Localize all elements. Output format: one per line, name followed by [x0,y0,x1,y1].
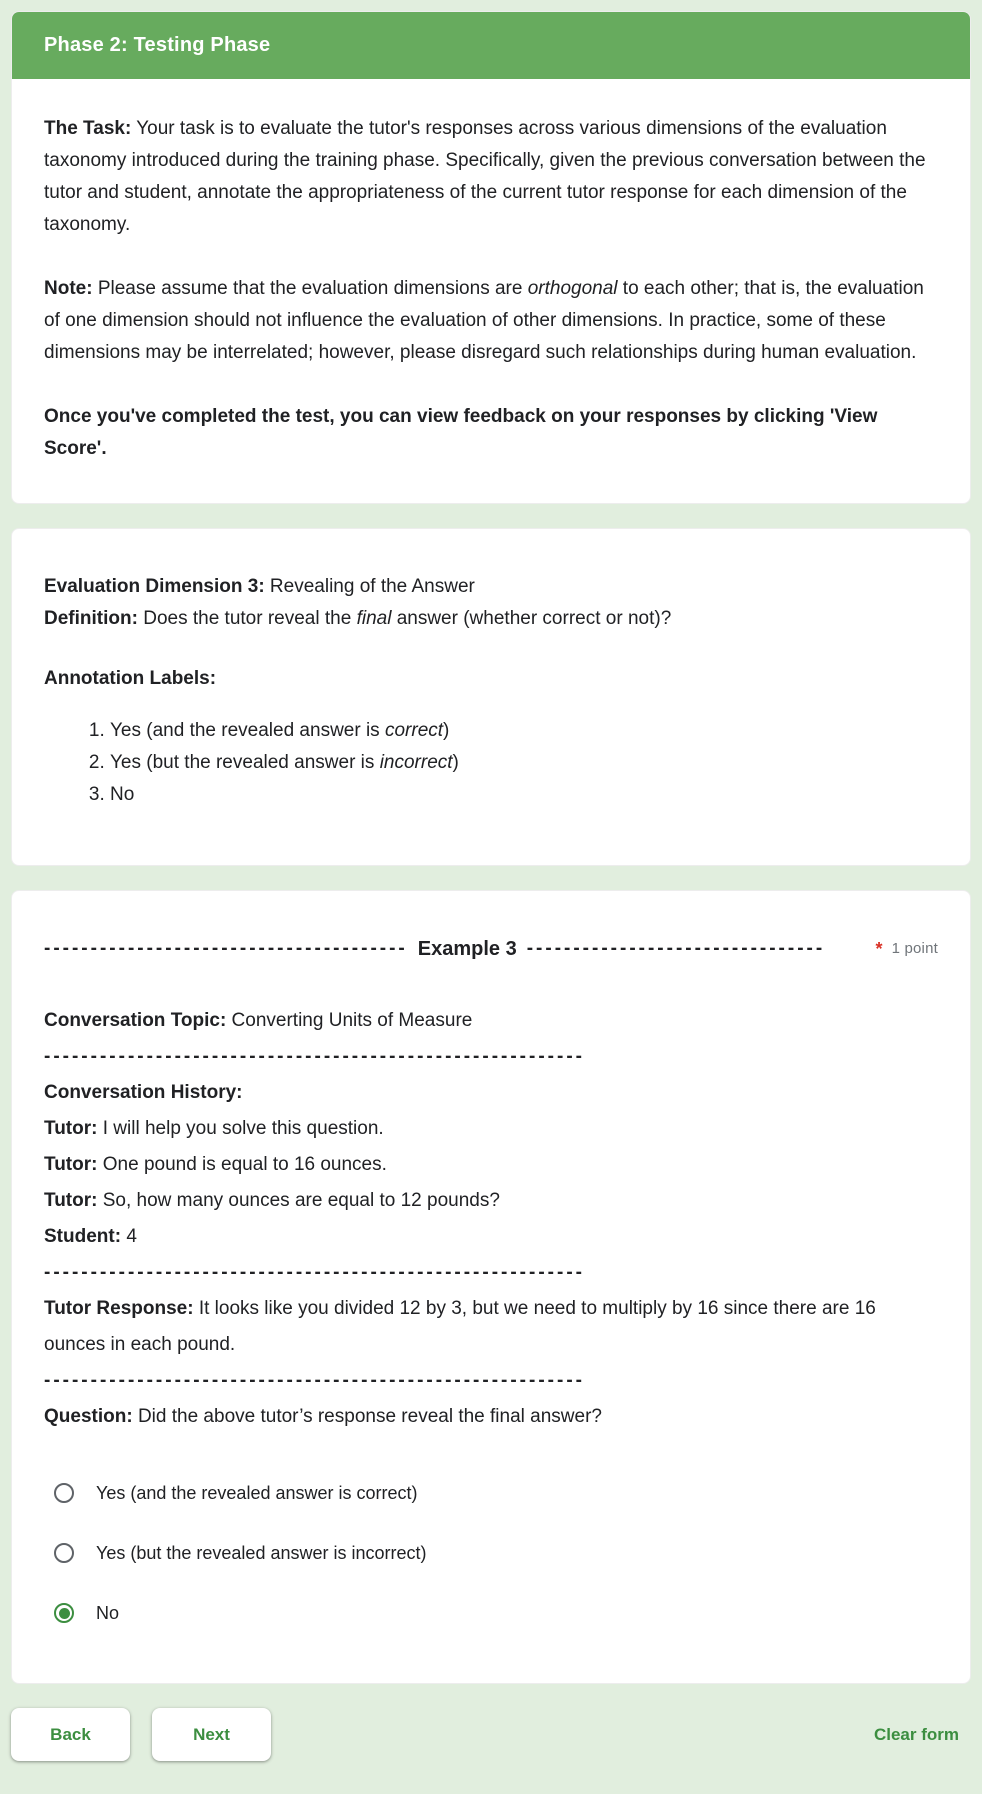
note-paragraph: Note: Please assume that the evaluation dimensions are orthogonal to each other; that is, the evaluation of one dimension should not influence the evaluation of other dimensions. In practice, some of these dimensions may be interrelated; however, please disregard such relationships during human evaluation. [44,278,924,363]
points-badge: 1 point [891,940,938,957]
intro-body [12,79,970,503]
section-header-banner [12,12,970,79]
clear-form-button[interactable]: Clear form [862,1717,971,1753]
page-title: Phase 2: Testing Phase [44,34,271,56]
conversation-history-heading: Conversation History: [44,1082,243,1103]
spacer [44,967,938,1003]
annotation-label-item: 2. Yes (but the revealed answer is incorrect) [110,747,938,779]
intro-card [11,11,971,504]
separator-line: ---------------------------------------------------------- [44,1262,585,1283]
annotation-label-item: 1. Yes (and the revealed answer is correct) [110,715,938,747]
history-turn: Tutor: One pound is equal to 16 ounces. [44,1154,387,1175]
example-question-card [11,890,971,1684]
history-turn: Student: 4 [44,1226,137,1247]
example-heading [44,931,938,967]
example-title: Example 3 [417,938,517,960]
annotation-labels-list [44,715,938,811]
required-asterisk: * [875,939,883,959]
view-score-paragraph: Once you've completed the test, you can view feedback on your responses by clicking 'View Score'. [44,406,878,459]
radio-option-no[interactable] [54,1583,938,1643]
dimension-title: Evaluation Dimension 3: Revealing of the Answer [44,576,475,597]
dashes-left: --------------------------------------- [44,938,408,959]
radio-button-icon[interactable] [54,1603,74,1623]
radio-option-label: Yes (but the revealed answer is incorrect) [96,1543,427,1563]
radio-button-icon[interactable] [54,1483,74,1503]
question-text: Question: Did the above tutor’s response reveal the final answer? [44,1406,602,1427]
tutor-response: Tutor Response: It looks like you divided 12 by 3, but we need to multiply by 16 since there are 16 ounces in each pound. [44,1298,876,1355]
back-button[interactable]: Back [11,1708,130,1761]
history-turn: Tutor: So, how many ounces are equal to 12 pounds? [44,1190,500,1211]
radio-option-yes-incorrect[interactable] [54,1523,938,1583]
conversation-topic: Conversation Topic: Converting Units of Measure [44,1010,473,1031]
radio-option-label: Yes (and the revealed answer is correct) [96,1483,418,1503]
radio-option-yes-correct[interactable] [54,1463,938,1523]
answer-radio-group [44,1463,938,1643]
annotation-labels-heading: Annotation Labels: [44,668,217,689]
dimension-definition: Definition: Does the tutor reveal the final answer (whether correct or not)? [44,608,672,629]
task-paragraph: The Task: Your task is to evaluate the tutor's responses across various dimensions of the evaluation taxonomy introduced during the training phase. Specifically, given the previous conversation between the tutor and student, annotate the appropriateness of the current tutor response for each dimension of the taxonomy. [44,118,926,235]
dashes-right: -------------------------------- [526,938,826,959]
dimension-card [11,528,971,866]
separator-line: ---------------------------------------------------------- [44,1046,585,1067]
form-footer [11,1708,971,1761]
radio-dot [59,1608,70,1619]
radio-option-label: No [96,1603,120,1623]
annotation-label-item: 3. No [110,779,938,811]
history-turn: Tutor: I will help you solve this question. [44,1118,384,1139]
separator-line: ---------------------------------------------------------- [44,1370,585,1391]
radio-button-icon[interactable] [54,1543,74,1563]
next-button[interactable]: Next [152,1708,271,1761]
